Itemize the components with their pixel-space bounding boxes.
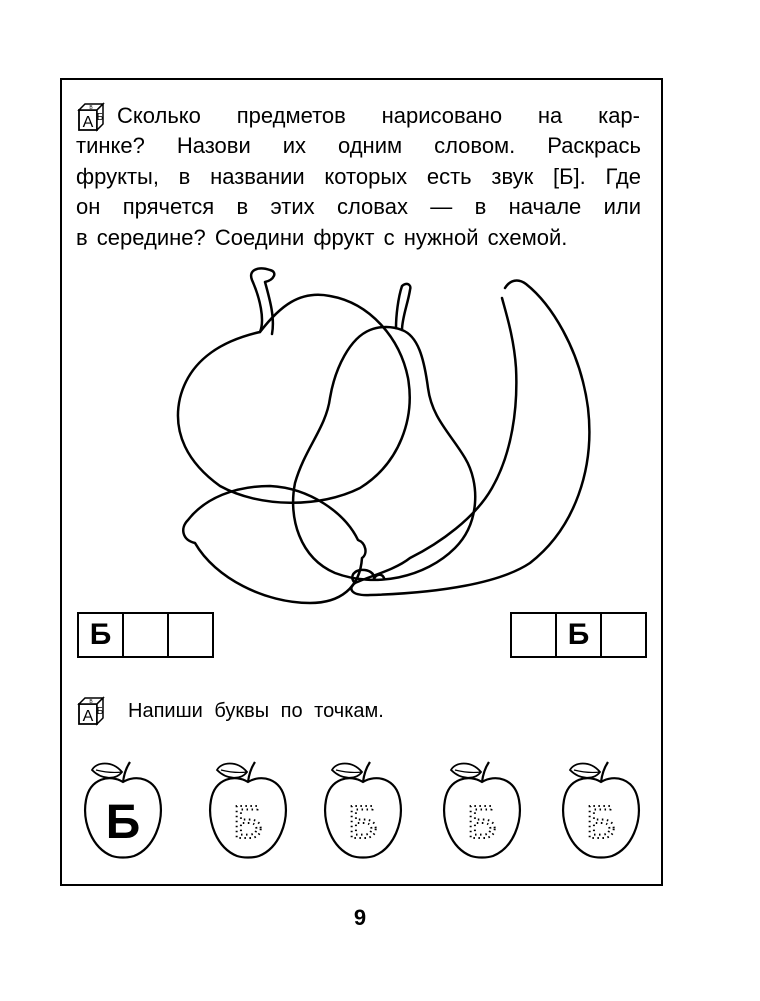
fruits-illustration: [170, 258, 600, 608]
svg-text:Б: Б: [96, 706, 104, 717]
apple-letter-solid: [78, 760, 168, 868]
task1-line: фрукты, в названии которых есть звук [Б]. Где: [76, 163, 641, 189]
task1-line: в середине? Соедини фрукт с нужной схемой.: [76, 224, 568, 250]
apple-letter-dotted: [203, 760, 293, 868]
task1-line: тинке? Назови их одним словом. Раскрась: [76, 133, 641, 158]
apple-letter: Б: [466, 796, 498, 848]
scheme-cell: [167, 612, 214, 658]
svg-text:В: В: [89, 699, 93, 705]
page-number: 9: [353, 905, 367, 930]
svg-text:Б: Б: [96, 112, 104, 123]
svg-text:A: A: [82, 114, 94, 131]
apple-letter: Б: [585, 796, 617, 848]
task1-instruction-cont: [76, 131, 641, 253]
sound-scheme-start: [77, 612, 214, 658]
apple-letter: Б: [232, 796, 264, 848]
scheme-cell: Б: [555, 612, 602, 658]
apple-letter-dotted: [318, 760, 408, 868]
task1-line: Сколько предметов нарисовано на кар-: [117, 103, 640, 128]
scheme-cell: [600, 612, 647, 658]
task1-line: он прячется в этих словах — в начале или: [76, 194, 641, 219]
sound-scheme-middle: [510, 612, 647, 658]
lemon-icon: [183, 486, 365, 603]
scheme-cell: [510, 612, 557, 658]
abc-blocks-icon: [76, 694, 112, 726]
svg-text:A: A: [82, 708, 94, 725]
svg-text:В: В: [89, 105, 93, 111]
abc-blocks-icon: [76, 100, 112, 132]
apple-letter-dotted: [556, 760, 646, 868]
apple-letter: Б: [347, 796, 379, 848]
apple-letter-dotted: [437, 760, 527, 868]
task1-instruction: [117, 101, 640, 132]
scheme-cell: Б: [77, 612, 124, 658]
apple-letter: Б: [105, 796, 141, 849]
scheme-cell: [122, 612, 169, 658]
apple-icon: [178, 268, 410, 502]
task2-instruction: Напиши буквы по точкам.: [128, 700, 384, 722]
